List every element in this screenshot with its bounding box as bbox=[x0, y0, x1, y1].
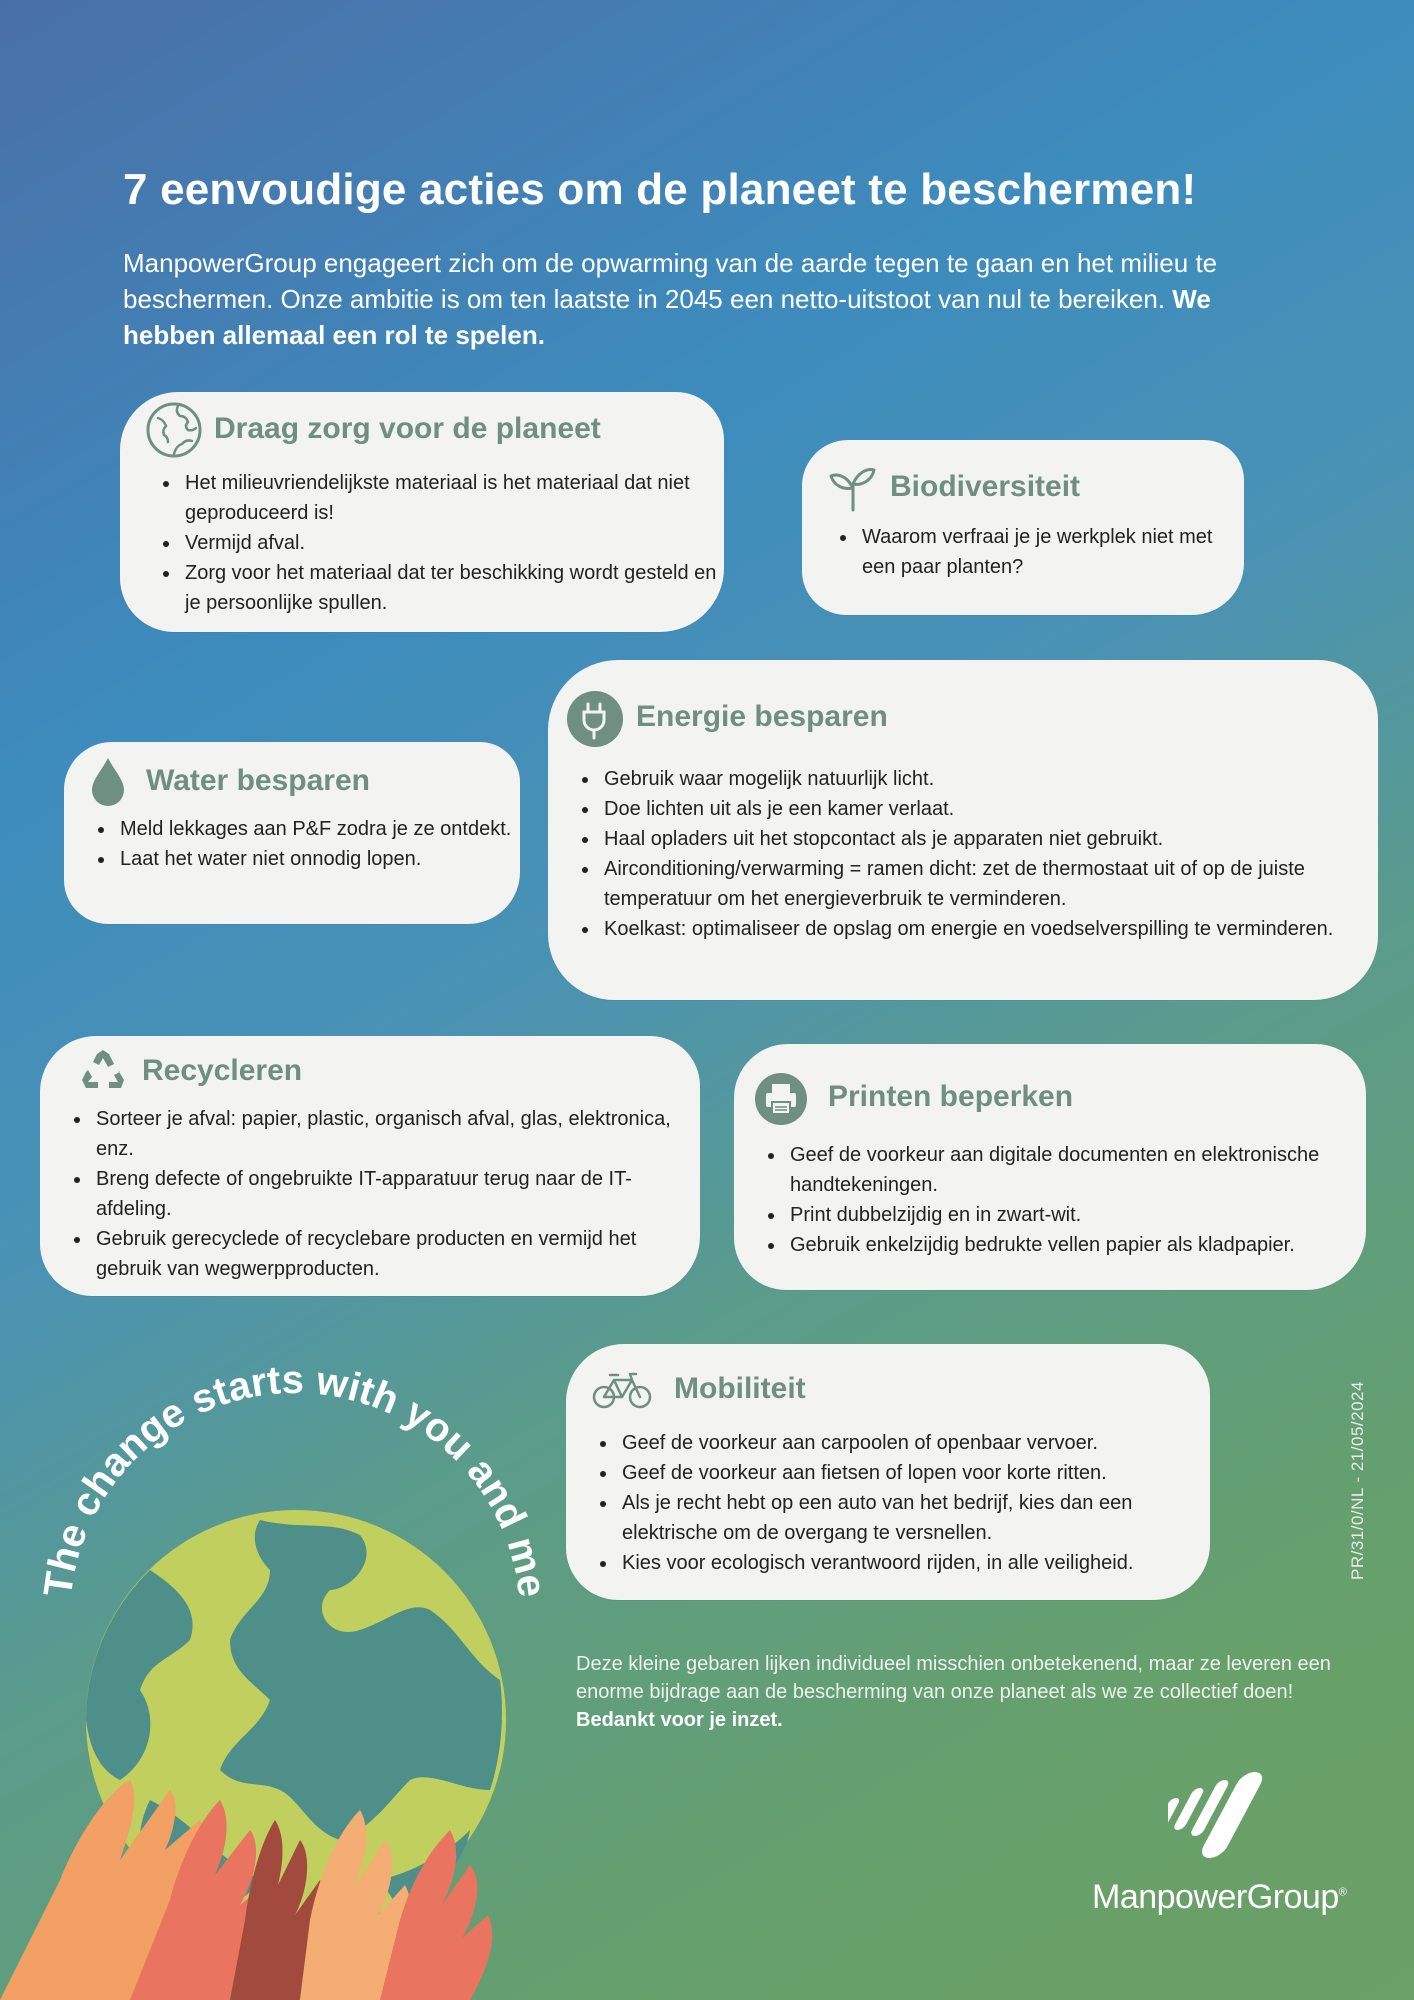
card-biodiversity bbox=[802, 440, 1244, 615]
arc-slogan: The change starts with you and me bbox=[35, 1360, 555, 1600]
list-item: • Zorg voor het materiaal dat ter beschikking wordt gesteld en je persoonlijke spullen. bbox=[181, 558, 721, 618]
document-code: PR/31/0/NL - 21/05/2024 bbox=[1348, 1381, 1367, 1580]
intro-bold: We hebben allemaal een rol te spelen. bbox=[123, 284, 1211, 350]
list-item: • Koelkast: optimaliseer de opslag om energie en voedselverspilling te verminderen. bbox=[600, 914, 1370, 944]
card-biodiversity-list bbox=[834, 522, 1238, 582]
card-printing-list bbox=[762, 1140, 1366, 1260]
intro-paragraph bbox=[123, 245, 1303, 353]
card-planet-title: Draag zorg voor de planeet bbox=[214, 412, 601, 445]
sprout-icon bbox=[828, 464, 878, 514]
plug-icon bbox=[566, 690, 624, 748]
manpowergroup-logo-text bbox=[1092, 1878, 1346, 1917]
card-printing-title: Printen beperken bbox=[828, 1080, 1074, 1113]
card-mobility bbox=[566, 1344, 1210, 1600]
recycle-icon bbox=[80, 1048, 126, 1094]
list-item: • Kies voor ecologisch verantwoord rijden, in alle veiligheid. bbox=[618, 1548, 1208, 1578]
list-item: • Geef de voorkeur aan carpoolen of openbaar vervoer. bbox=[618, 1428, 1208, 1458]
intro-text: ManpowerGroup engageert zich om de opwarming van de aarde tegen te gaan en het milieu te beschermen. Onze ambitie is om ten laatste in 2045 een netto-uitstoot van nul te bereiken. bbox=[123, 248, 1218, 314]
card-planet-list bbox=[157, 468, 721, 618]
list-item: • Breng defecte of ongebruikte IT-apparatuur terug naar de IT-afdeling. bbox=[92, 1164, 700, 1224]
card-water bbox=[64, 742, 520, 924]
list-item: • Gebruik waar mogelijk natuurlijk licht. bbox=[600, 764, 1370, 794]
list-item: • Sorteer je afval: papier, plastic, organisch afval, glas, elektronica, enz. bbox=[92, 1104, 700, 1164]
list-item: • Geef de voorkeur aan digitale documenten en elektronische handtekeningen. bbox=[786, 1140, 1366, 1200]
closing-text: Deze kleine gebaren lijken individueel misschien onbetekenend, maar ze leveren een enorme bijdrage aan de bescherming van onze planeet als we ze collectief doen! bbox=[576, 1653, 1331, 1703]
list-item: • Doe lichten uit als je een kamer verlaat. bbox=[600, 794, 1370, 824]
list-item: • Geef de voorkeur aan fietsen of lopen voor korte ritten. bbox=[618, 1458, 1208, 1488]
card-mobility-list bbox=[594, 1428, 1208, 1578]
card-water-title: Water besparen bbox=[146, 764, 370, 797]
page-title: 7 eenvoudige acties om de planeet te beschermen! bbox=[123, 165, 1197, 214]
list-item: • Het milieuvriendelijkste materiaal is het materiaal dat niet geproduceerd is! bbox=[181, 468, 721, 528]
list-item: • Meld lekkages aan P&F zodra je ze ontdekt. bbox=[116, 814, 516, 844]
logo-wordmark: ManpowerGroup bbox=[1092, 1878, 1339, 1916]
card-planet bbox=[120, 392, 724, 632]
list-item: • Haal opladers uit het stopcontact als je apparaten niet gebruikt. bbox=[600, 824, 1370, 854]
card-energy-title: Energie besparen bbox=[636, 700, 888, 733]
list-item: • Print dubbelzijdig en in zwart-wit. bbox=[786, 1200, 1366, 1230]
card-energy-list bbox=[576, 764, 1370, 944]
printer-icon bbox=[754, 1072, 808, 1126]
card-recycle-list bbox=[68, 1104, 700, 1284]
list-item: • Gebruik gerecyclede of recyclebare producten en vermijd het gebruik van wegwerpproducten. bbox=[92, 1224, 700, 1284]
card-mobility-title: Mobiliteit bbox=[674, 1372, 806, 1405]
water-drop-icon bbox=[88, 756, 128, 810]
globe-icon bbox=[144, 400, 204, 460]
card-recycle-title: Recycleren bbox=[142, 1054, 303, 1087]
earth-hands-illustration bbox=[0, 1360, 600, 2000]
list-item: • Gebruik enkelzijdig bedrukte vellen papier als kladpapier. bbox=[786, 1230, 1366, 1260]
closing-paragraph bbox=[576, 1650, 1336, 1734]
card-energy bbox=[548, 660, 1378, 1000]
card-water-list bbox=[92, 814, 516, 874]
registered-mark: ® bbox=[1338, 1886, 1347, 1899]
list-item: • Waarom verfraai je je werkplek niet met een paar planten? bbox=[858, 522, 1238, 582]
bicycle-icon bbox=[592, 1370, 652, 1410]
card-biodiversity-title: Biodiversiteit bbox=[890, 470, 1081, 503]
list-item: • Airconditioning/verwarming = ramen dicht: zet de thermostaat uit of op de juiste temperatuur om het energieverbruik te verminderen. bbox=[600, 854, 1370, 914]
manpowergroup-logo-mark bbox=[1168, 1770, 1278, 1866]
card-recycle bbox=[40, 1036, 700, 1296]
closing-bold: Bedankt voor je inzet. bbox=[576, 1709, 783, 1731]
list-item: • Laat het water niet onnodig lopen. bbox=[116, 844, 516, 874]
list-item: • Vermijd afval. bbox=[181, 528, 721, 558]
card-printing bbox=[734, 1044, 1366, 1290]
list-item: • Als je recht hebt op een auto van het bedrijf, kies dan een elektrische om de overgang te versnellen. bbox=[618, 1488, 1208, 1548]
